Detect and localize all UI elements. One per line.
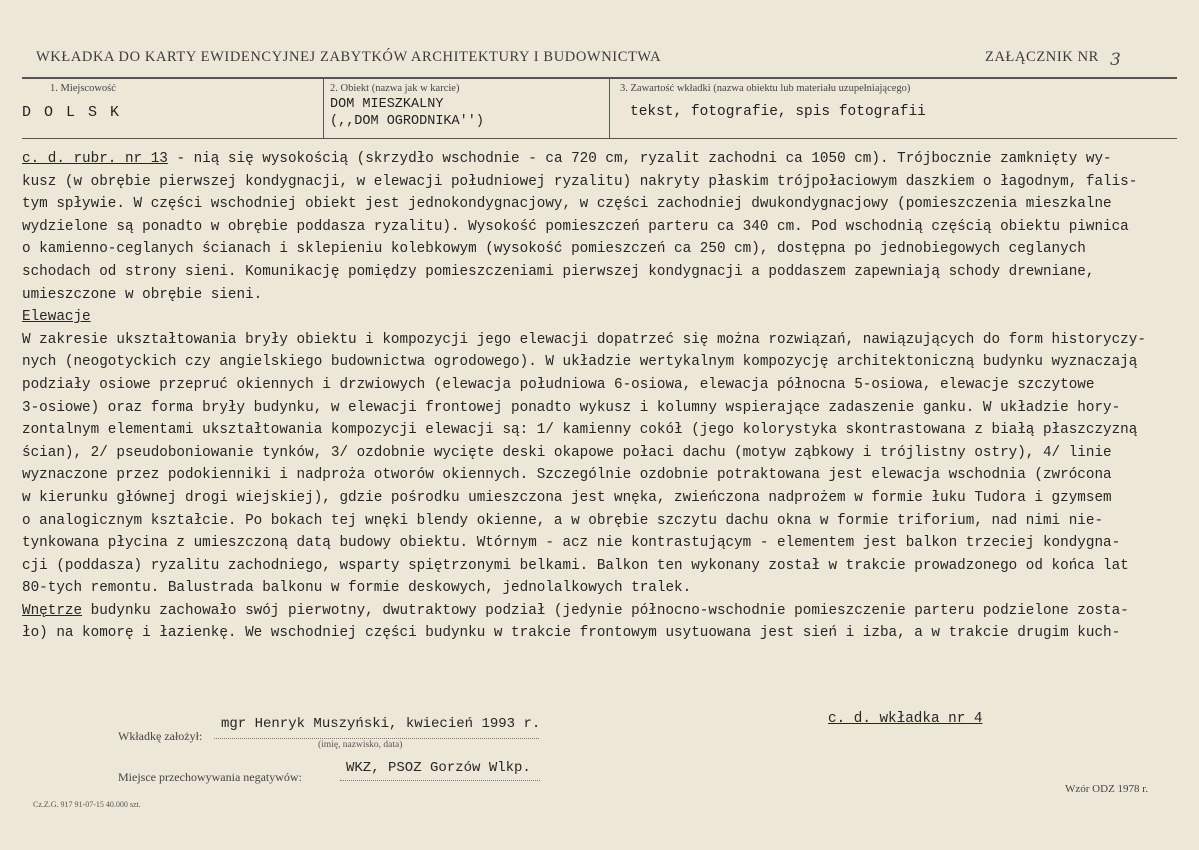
field-divider-2 — [609, 78, 610, 138]
body-line: cji (poddasza) ryzalitu zachodniego, wsparty spiętrzonymi belkami. Balkon ten wykonany został w trakcie prowadzonego od końca lat — [22, 557, 1129, 574]
section-heading-elewacje: Elewacje — [22, 309, 91, 326]
body-line: ścian), 2/ pseudoboniowanie tynków, 3/ ozdobnie wycięte deski okapowe połaci dachu (motyw ząbkowy i trójlistny ostry), 4/ linie — [22, 444, 1112, 461]
negatives-value: WKZ, PSOZ Gorzów Wlkp. — [346, 760, 531, 776]
author-label: Wkładkę założył: — [118, 729, 203, 743]
location-value: D O L S K — [22, 104, 122, 121]
header-rule-top — [22, 77, 1177, 79]
body-line: podziały osiowe przepruć okiennych i drzwiowych (elewacja południowa 6-osiowa, elewacja północna 5-osiowa, elewacje szczytowe — [22, 376, 1095, 393]
header-rule-bottom — [22, 138, 1177, 139]
continuation-note: c. d. wkładka nr 4 — [828, 711, 983, 727]
body-line: wyznaczone przez podokienniki i nadproża otworów okiennych. Szczególnie ozdobnie potraktowana jest elewacja wschodnia (zwrócona — [22, 467, 1112, 484]
section-heading-wnetrze: Wnętrze — [22, 602, 83, 619]
body-text — [22, 148, 1182, 645]
body-line: nych (neogotyckich czy angielskiego budownictwa ogrodowego). W układzie wertykalnym kompozycję architektoniczną budynku wyznaczają — [22, 354, 1138, 371]
body-line: zontalnym elementami ukształtowania kompozycji elewacji są: 1/ kamienny cokół (jego kolorystyka skontrastowana z białą płaszczyzną — [22, 422, 1138, 439]
location-label: 1. Miejscowość — [50, 83, 116, 94]
author-dotted-line — [214, 738, 539, 739]
body-line: o analogicznym kształcie. Po bokach tej wnęki blendy okienne, a w obrębie szczytu dachu okna w formie triforium, nad nimi nie- — [22, 512, 1104, 529]
body-line: o kamienno-ceglanych ścianach i sklepieniu kolebkowym (wysokość pomieszczeń ca 250 cm), dostępna po jednobiegowych ceglanych — [22, 241, 1086, 258]
author-value: mgr Henryk Muszyński, kwiecień 1993 r. — [221, 716, 541, 732]
body-line: tym spływie. W części wschodniej obiekt jest jednokondygnacjowy, w części zachodniej dwukondygnacjowy (pomieszczenia mieszkalne — [22, 196, 1112, 213]
body-line — [22, 306, 1182, 329]
body-line: wydzielone są ponadto w obrębie poddasza ryzalitu). Wysokość pomieszczeń parteru ca 340 cm. Pod wschodnią częścią obiektu piwnica — [22, 218, 1129, 235]
body-line: W zakresie ukształtowania bryły obiektu i kompozycji jego elewacji dopatrzeć się można rozwiązań, nawiązujących do form historyczy- — [22, 331, 1146, 348]
negatives-label: Miejsce przechowywania negatywów: — [118, 770, 302, 784]
body-line: 80-tych remontu. Balustrada balkonu w formie deskowych, jednolalkowych tralek. — [22, 580, 692, 597]
print-code: Cz.Z.G. 917 91-07-15 40.000 szt. — [33, 800, 141, 809]
body-line: kusz (w obrębie pierwszej kondygnacji, w elewacji południowej ryzalitu) nakryty płaskim trójpołaciowym daszkiem o łagodnym, falis- — [22, 173, 1138, 190]
rubric-reference: c. d. rubr. nr 13 — [22, 151, 168, 167]
body-line: c. d. rubr. nr 13 - nią się wysokością (skrzydło wschodnie - ca 720 cm, ryzalit zachodni ca 1050 cm). Trójbocznie zamknięty wy- — [22, 151, 1112, 167]
body-line: Wnętrze budynku zachowało swój pierwotny, dwutraktowy podział (jedynie północno-wschodnie pomieszczenie parteru podzielone zosta- — [22, 602, 1129, 619]
negatives-dotted-line — [340, 780, 540, 781]
author-hint: (imię, nazwisko, data) — [318, 740, 403, 750]
content-value: tekst, fotografie, spis fotografii — [630, 104, 926, 120]
content-label: 3. Zawartość wkładki (nazwa obiektu lub materiału uzupełniającego) — [620, 83, 911, 94]
annex-label: ZAŁĄCZNIK NR — [985, 49, 1099, 65]
body-line: w kierunku głównej drogi wiejskiej), gdzie pośrodku umieszczona jest wnęka, zwieńczona nadprożem w formie łuku Tudora i gzymsem — [22, 489, 1112, 506]
body-line: tynkowana płycina z umieszczoną datą budowy obiektu. Wtórnym - acz nie kontrastującym - elementem jest balkon trzeciej kondygna- — [22, 535, 1121, 552]
object-value-line2: (,,DOM OGRODNIKA'') — [330, 114, 484, 129]
body-line: schodach od strony sieni. Komunikację pomiędzy pomieszczeniami pierwszej kondygnacji a poddaszem zapewniają schody drewniane, — [22, 263, 1095, 280]
form-title: WKŁADKA DO KARTY EWIDENCYJNEJ ZABYTKÓW ARCHITEKTURY I BUDOWNICTWA — [36, 49, 662, 65]
object-label: 2. Obiekt (nazwa jak w karcie) — [330, 83, 460, 94]
body-line: 3-osiowe) oraz forma bryły budynku, w elewacji frontowej ponadto wykusz i kolumny wspierające zadaszenie ganku. W układzie hory- — [22, 399, 1121, 416]
object-value-line1: DOM MIESZKALNY — [330, 97, 444, 112]
field-divider-1 — [323, 78, 324, 138]
annex-number: 3 — [1110, 50, 1121, 70]
body-line: ło) na komorę i łazienkę. We wschodniej części budynku w trakcie frontowym usytuowana jest sień i izba, a w trakcie drugim kuch- — [22, 625, 1121, 642]
body-line: umieszczone w obrębie sieni. — [22, 286, 263, 303]
model-note: Wzór ODZ 1978 r. — [1065, 783, 1149, 795]
